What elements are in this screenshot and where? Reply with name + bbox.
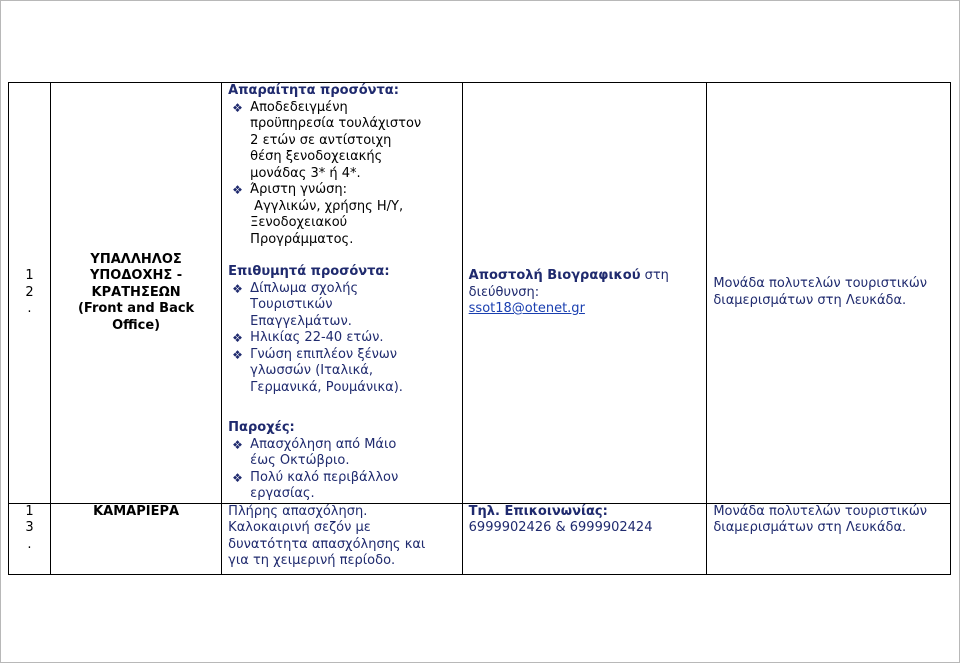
- diamond-bullet-icon: ❖: [232, 437, 243, 452]
- job-requirements: [222, 83, 462, 504]
- job-title: ΚΑΜΑΡΙΕΡΑ: [51, 503, 222, 574]
- phone-numbers: 6999902426 & 6999902424: [468, 520, 653, 535]
- list-item: ❖ Πολύ καλό περιβάλλον εργασίας.: [232, 469, 399, 501]
- job-listings-table: [8, 82, 951, 575]
- desired-heading: Επιθυμητά προσόντα:: [228, 264, 390, 279]
- row-number: 1 2 .: [9, 83, 51, 504]
- required-list: [228, 100, 455, 249]
- list-item: ❖ Απασχόληση από Μάιο έως Οκτώβριο.: [232, 436, 397, 468]
- job-description: Πλήρης απασχόληση. Καλοκαιρινή σεζόν με δυνατότητα απασχόλησης και για τη χειμερινή περίοδο.: [222, 503, 462, 574]
- diamond-bullet-icon: ❖: [232, 347, 243, 362]
- row-number: 1 3 .: [9, 503, 51, 574]
- phone-label: Τηλ. Επικοινωνίας:: [468, 503, 608, 519]
- required-heading: Απαραίτητα προσόντα:: [228, 83, 399, 98]
- job-location: Μονάδα πολυτελών τουριστικών διαμερισμάτων στη Λευκάδα.: [707, 83, 951, 504]
- job-contact: Αποστολή Βιογραφικού στη διεύθυνση: ssot18@otenet.gr: [462, 83, 707, 504]
- benefits-list: [228, 437, 455, 503]
- diamond-bullet-icon: ❖: [232, 183, 243, 197]
- table-row: [9, 503, 951, 574]
- list-item: ❖ Δίπλωμα σχολής Τουριστικών Επαγγελμάτων.: [232, 280, 359, 329]
- email-link[interactable]: ssot18@otenet.gr: [468, 301, 585, 316]
- list-item: ❖ Αποδεδειγμένη προϋπηρεσία τουλάχιστον 2 ετών σε αντίστοιχη θέση ξενοδοχειακής μονάδας 3* ή 4*.: [232, 99, 422, 181]
- list-item: ❖ Ηλικίας 22-40 ετών.: [232, 330, 384, 345]
- job-location: Μονάδα πολυτελών τουριστικών διαμερισμάτων στη Λευκάδα.: [707, 503, 951, 574]
- diamond-bullet-icon: ❖: [232, 281, 243, 296]
- job-title: ΥΠΑΛΛΗΛΟΣ ΥΠΟΔΟΧΗΣ - ΚΡΑΤΗΣΕΩΝ (Front and Back Office): [51, 83, 222, 504]
- table-row: [9, 83, 951, 504]
- benefits-heading: Παροχές:: [228, 420, 295, 435]
- list-item: ❖ Γνώση επιπλέον ξένων γλωσσών (Ιταλικά, Γερμανικά, Ρουμάνικα).: [232, 346, 403, 395]
- diamond-bullet-icon: ❖: [232, 331, 243, 345]
- desired-list: [228, 281, 455, 397]
- diamond-bullet-icon: ❖: [232, 470, 243, 485]
- job-contact: [462, 503, 707, 574]
- diamond-bullet-icon: ❖: [232, 100, 243, 115]
- list-item: ❖ Άριστη γνώση: Αγγλικών, χρήσης Η/Υ, Ξενοδοχειακού Προγράμματος.: [232, 182, 404, 247]
